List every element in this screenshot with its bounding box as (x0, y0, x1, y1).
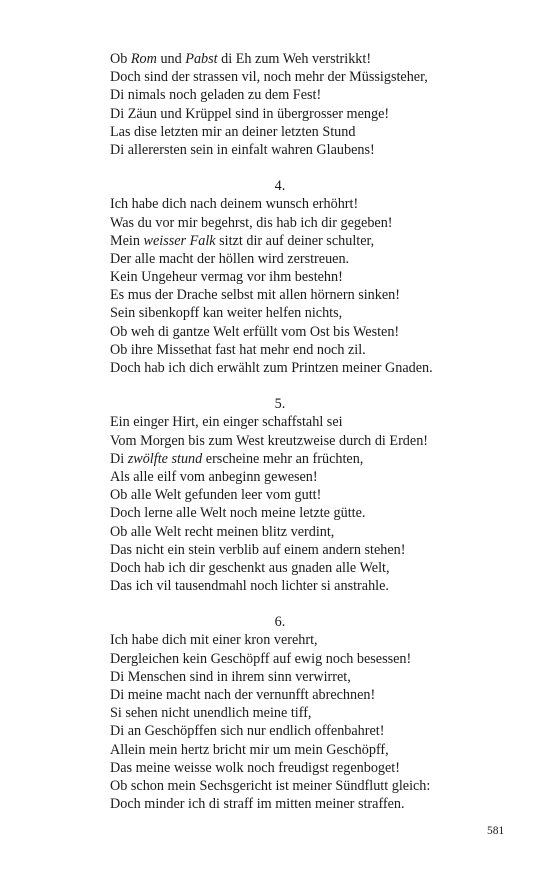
verse-line: Das ich vil tausendmahl noch lichter si anstrahle. (110, 578, 389, 595)
italic-text: zwölfte stund (127, 450, 203, 467)
page-number: 581 (487, 825, 505, 837)
stanza (110, 177, 520, 377)
verse-line: Der alle macht der höllen wird zerstreuen. (110, 250, 350, 267)
verse-line: Doch hab ich dich erwählt zum Printzen meiner Gnaden. (110, 360, 433, 376)
verse-line: Di meine macht nach der vernunfft abrechnen! (110, 687, 376, 703)
verse-line: Doch minder ich di straff im mitten meiner straffen. (110, 796, 405, 813)
verse-line: Kein Ungeheur vermag vor ihm bestehn! (110, 269, 343, 286)
verse-line: Es mus der Drache selbst mit allen hörnern sinken! (110, 287, 400, 304)
italic-text: Rom (130, 51, 157, 67)
stanza-number: 4. (274, 178, 286, 195)
verse-line: Si sehen nicht unendlich meine tiff, (110, 705, 312, 722)
verse-line: Als alle eilf vom anbeginn gewesen! (110, 468, 318, 485)
stanza (110, 613, 520, 813)
verse-line: Dergleichen kein Geschöpff auf ewig noch besessen! (110, 650, 412, 667)
verse-line: Di nimals noch geladen zu dem Fest! (110, 87, 322, 104)
verse-line: Di allerersten sein in einfalt wahren Glaubens! (110, 141, 375, 158)
verse-line: Ich habe dich nach deinem wunsch erhöhrt! (110, 196, 359, 213)
verse-line: Ein einger Hirt, ein einger schaffstahl sei (110, 414, 343, 431)
verse-line: Vom Morgen bis zum West kreutzweise durch di Erden! (110, 432, 429, 449)
verse-line: Di Zäun und Krüppel sind in übergrosser menge! (110, 105, 390, 122)
verse-line: Di zwölfte stund erscheine mehr an früchten, (110, 450, 364, 467)
italic-text: weisser Falk (143, 232, 216, 249)
verse-line: Mein weisser Falk sitzt dir auf deiner schulter, (110, 232, 375, 249)
verse-line: Di Menschen sind in ihrem sinn verwirret, (110, 668, 351, 685)
italic-text: Pabst (185, 51, 218, 67)
stanza-number: 5. (274, 396, 286, 413)
verse-line: Ob schon mein Sechsgericht ist meiner Sündflutt gleich: (110, 777, 431, 794)
poem-body (110, 50, 520, 813)
verse-line: Ob ihre Missethat fast hat mehr end noch zil. (110, 341, 366, 358)
verse-line: Ob alle Welt gefunden leer vom gutt! (110, 487, 322, 504)
verse-line: Di an Geschöpffen sich nur endlich offenbahret! (110, 723, 385, 740)
verse-line: Doch hab ich dir geschenkt aus gnaden alle Welt, (110, 559, 390, 576)
stanza-number: 6. (274, 614, 286, 631)
verse-line: Ich habe dich mit einer kron verehrt, (110, 632, 318, 649)
verse-line: Ob Rom und Pabst di Eh zum Weh verstrikkt! (110, 51, 372, 67)
verse-line: Das nicht ein stein verblib auf einem andern stehen! (110, 541, 406, 558)
verse-line: Ob weh di gantze Welt erfüllt vom Ost bis Westen! (110, 323, 400, 340)
verse-line: Doch sind der strassen vil, noch mehr der Müssigsteher, (110, 69, 428, 86)
verse-line: Allein mein hertz bricht mir um mein Geschöpff, (110, 741, 389, 758)
verse-line: Doch lerne alle Welt noch meine letzte gütte. (110, 505, 366, 522)
verse-line: Was du vor mir begehrst, dis hab ich dir gegeben! (110, 214, 393, 231)
stanza (110, 395, 520, 595)
verse-line: Das meine weisse wolk noch freudigst regenboget! (110, 759, 400, 776)
verse-line: Las dise letzten mir an deiner letzten Stund (110, 123, 356, 140)
verse-line: Sein sibenkopff kan weiter helfen nichts, (110, 305, 343, 322)
stanza (110, 50, 520, 159)
verse-line: Ob alle Welt recht meinen blitz verdint, (110, 523, 335, 540)
